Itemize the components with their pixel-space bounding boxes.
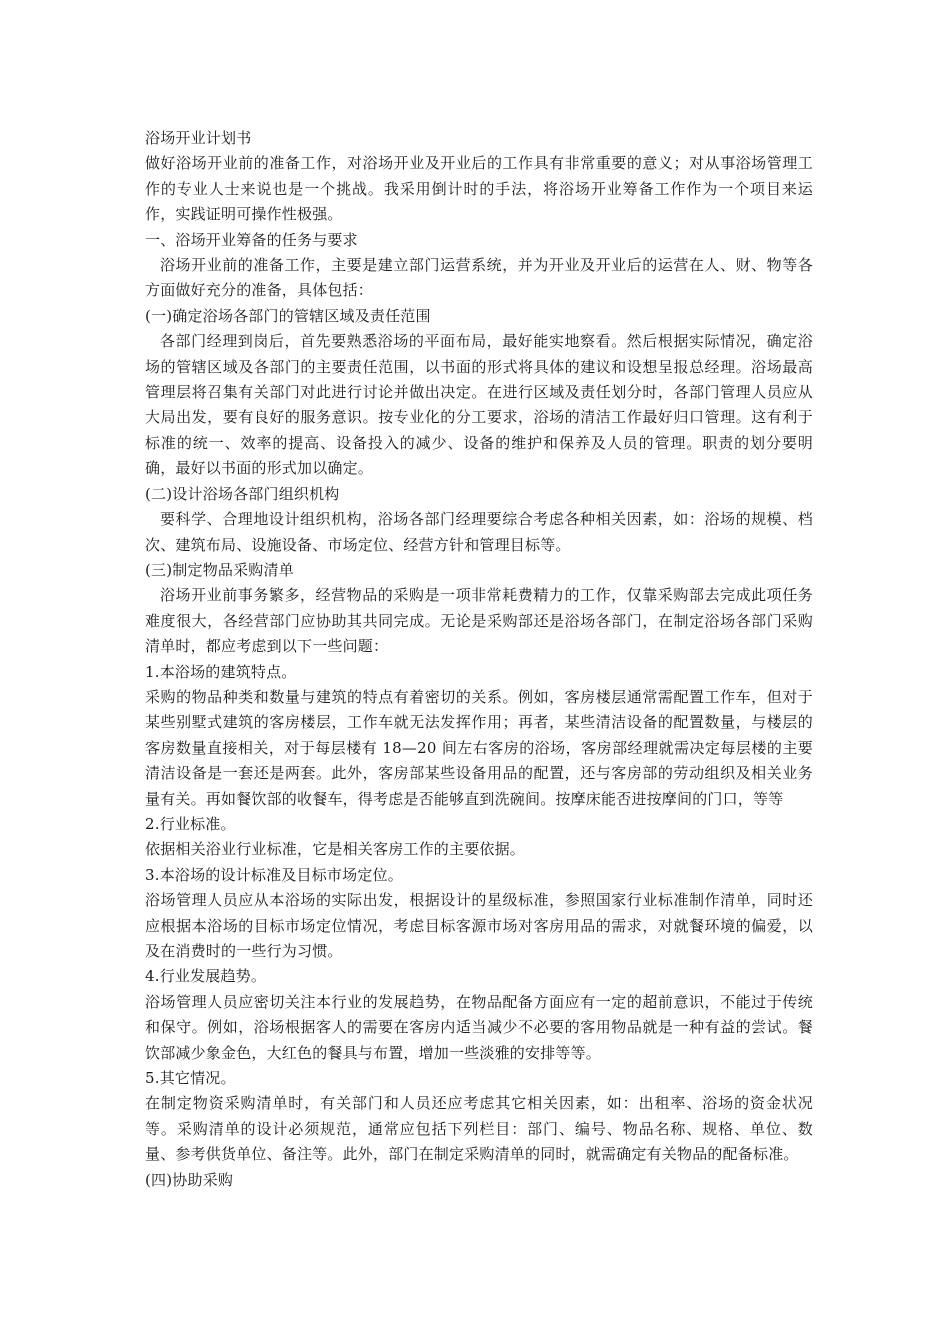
subsection-3-heading: (三)制定物品采购清单 [145, 560, 294, 579]
section-1-paragraph: 浴场开业前的准备工作，主要是建立部门运营系统，并为开业及开业后的运营在人、财、物等各方面做好充分的准备，具体包括： [145, 256, 813, 300]
subsection-3-paragraph: 浴场开业前事务繁多，经营物品的采购是一项非常耗费精力的工作，仅靠采购部去完成此项任务难度很大，各经营部门应协助其共同完成。无论是采购部还是浴场各部门，在制定浴场各部门采购清单时，都应考虑到以下一些问题： [145, 586, 813, 656]
subsection-2-paragraph: 要科学、合理地设计组织机构，浴场各部门经理要综合考虑各种相关因素，如：浴场的规模、档次、建筑布局、设施设备、市场定位、经营方针和管理目标等。 [145, 510, 813, 554]
item-2-paragraph: 依据相关浴业行业标准，它是相关客房工作的主要依据。 [145, 840, 526, 859]
item-5-paragraph: 在制定物资采购清单时，有关部门和人员还应考虑其它相关因素，如：出租率、浴场的资金状况等。采购清单的设计必须规范，通常应包括下列栏目：部门、编号、物品名称、规格、单位、数量、参考供货单位、备注等。此外，部门在制定采购清单的同时，就需确定有关物品的配备标准。 [145, 1094, 813, 1164]
subsection-4-heading: (四)协助采购 [145, 1170, 234, 1189]
item-1-heading: 1.本浴场的建筑特点。 [145, 662, 297, 681]
item-1-paragraph: 采购的物品种类和数量与建筑的特点有着密切的关系。例如，客房楼层通常需配置工作车，但对于某些别墅式建筑的客房楼层，工作车就无法发挥作用；再者，某些清洁设备的配置数量，与楼层的客房数量直接相关，对于每层楼有 18—20 间左右客房的浴场，客房部经理就需决定每层楼的主要清洁设备是一套还是两套。此外，客房部某些设备用品的配置，还与客房部的劳动组织及相关业务量有关。再如餐饮部的收餐车，得考虑是否能够直到洗碗间。按摩床能否进按摩间的门口，等等 [145, 687, 813, 808]
intro-paragraph: 做好浴场开业前的准备工作，对浴场开业及开业后的工作具有非常重要的意义；对从事浴场管理工作的专业人士来说也是一个挑战。我采用倒计时的手法，将浴场开业筹备工作作为一个项目来运作，实践证明可操作性极强。 [145, 154, 813, 224]
item-5-heading: 5.其它情况。 [145, 1069, 236, 1088]
item-3-paragraph: 浴场管理人员应从本浴场的实际出发，根据设计的星级标准，参照国家行业标准制作清单，同时还应根据本浴场的目标市场定位情况，考虑目标客源市场对客房用品的需求，对就餐环境的偏爱，以及在消费时的一些行为习惯。 [145, 891, 813, 960]
item-4-heading: 4.行业发展趋势。 [145, 967, 267, 986]
document-body [145, 126, 813, 1193]
subsection-1-heading: (一)确定浴场各部门的管辖区域及责任范围 [145, 306, 431, 325]
item-2-heading: 2.行业标准。 [145, 814, 236, 833]
section-1-heading: 一、浴场开业筹备的任务与要求 [145, 230, 358, 249]
item-4-paragraph: 浴场管理人员应密切关注本行业的发展趋势，在物品配备方面应有一定的超前意识，不能过于传统和保守。例如，浴场根据客人的需要在客房内适当减少不必要的客用物品就是一种有益的尝试。餐饮部减少象金色，大红色的餐具与布置，增加一些淡雅的安排等等。 [145, 992, 813, 1062]
subsection-2-heading: (二)设计浴场各部门组织机构 [145, 484, 340, 503]
item-3-heading: 3.本浴场的设计标准及目标市场定位。 [145, 865, 403, 884]
document-title: 浴场开业计划书 [145, 129, 252, 147]
subsection-1-paragraph: 各部门经理到岗后，首先要熟悉浴场的平面布局，最好能实地察看。然后根据实际情况，确定浴场的管辖区域及各部门的主要责任范围，以书面的形式将具体的建议和设想呈报总经理。浴场最高管理层将召集有关部门对此进行讨论并做出决定。在进行区域及责任划分时，各部门管理人员应从大局出发，要有良好的服务意识。按专业化的分工要求，浴场的清洁工作最好归口管理。这有利于标准的统一、效率的提高、设备投入的减少、设备的维护和保养及人员的管理。职责的划分要明确，最好以书面的形式加以确定。 [145, 332, 813, 478]
